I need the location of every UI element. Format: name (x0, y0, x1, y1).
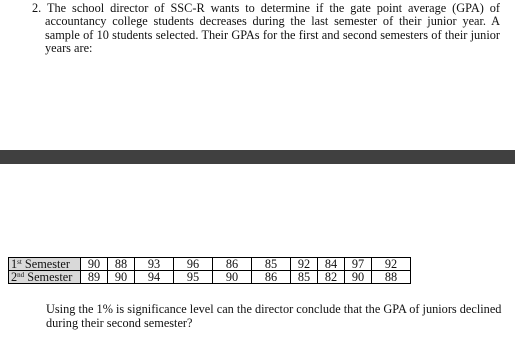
table-row-first-semester (9, 258, 411, 271)
table-row-second-semester (9, 271, 411, 284)
row-label-word: Semester (21, 257, 70, 271)
row-label-word: Semester (24, 270, 73, 284)
table-cell: 90 (345, 271, 372, 284)
table-cell: 92 (291, 258, 318, 271)
table-cell: 86 (213, 258, 252, 271)
table-cell: 90 (81, 258, 108, 271)
table-cell: 88 (372, 271, 411, 284)
dark-separator-band (0, 150, 515, 164)
question-number: 2. (32, 1, 42, 15)
table-cell: 93 (135, 258, 174, 271)
row-label-first-semester (9, 258, 81, 271)
row-label-number: 1 (11, 257, 18, 271)
table-cell: 82 (318, 271, 345, 284)
row-label-ordinal: st (17, 258, 22, 266)
question-text-wrap (32, 1, 500, 55)
row-label-ordinal: nd (17, 271, 25, 279)
table-cell: 88 (108, 258, 135, 271)
row-label-number: 2 (11, 270, 18, 284)
table-cell: 90 (213, 271, 252, 284)
closing-question: Using the 1% is significance level can the director conclude that the GPA of juniors declined during their second semester? (46, 302, 502, 330)
table-cell: 95 (174, 271, 213, 284)
table-cell: 96 (174, 258, 213, 271)
table-cell: 85 (291, 271, 318, 284)
question-text: The school director of SSC-R wants to determine if the gate point average (GPA) of accountancy college students decreases during the last semester of their junior year. A sample of 10 students selected. Their GPAs for the first and second semesters of their junior years are: (45, 1, 500, 55)
table-cell: 89 (81, 271, 108, 284)
table-cell: 97 (345, 258, 372, 271)
table-cell: 92 (372, 258, 411, 271)
question-paragraph (32, 2, 500, 55)
table-cell: 84 (318, 258, 345, 271)
table-cell: 90 (108, 271, 135, 284)
gpa-table (8, 257, 411, 284)
table-cell: 94 (135, 271, 174, 284)
table-cell: 86 (252, 271, 291, 284)
table-cell: 85 (252, 258, 291, 271)
row-label-second-semester (9, 271, 81, 284)
